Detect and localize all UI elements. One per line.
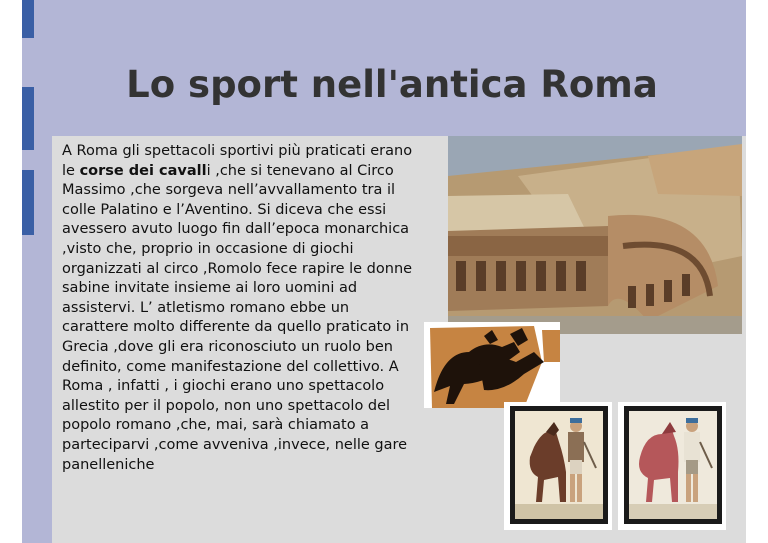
circus-model-image — [448, 136, 742, 334]
left-tab-1 — [22, 0, 34, 38]
mosaic-left-image — [504, 402, 612, 530]
body-text-rest: i ,che si tenevano al Circo Massimo ,che sorgeva nell’avvallamento tra il colle Palatino e l’Aventino. Si diceva che essi avessero avuto luogo fin dall’epoca monarchica ,visto che, proprio in occasione di giochi organizzati al circo ,Romolo fece rapire le donne sabine invitate insieme ai loro uomini ad assistervi. L’ atletismo romano ebbe un carattere molto differente da quello praticato in Grecia ,dove gli era riconosciuto un ruolo ben definito, come manifestazione del collettivo. A Roma , infatti , i giochi erano uno spettacolo allestito per il popolo, non uno spettacolo del popolo romano ,che, mai, sarà chiamato a parteciparvi ,come avveniva ,invece, nelle gare panelleniche — [62, 162, 413, 473]
body-text-start: A Roma gli spettacoli sportivi più praticati erano le — [62, 143, 413, 179]
left-tab-2 — [22, 87, 34, 150]
content-panel — [52, 136, 746, 543]
left-tab-3 — [22, 170, 34, 235]
vase-image — [424, 322, 560, 408]
body-text-bold: corse dei cavall — [79, 162, 207, 179]
body-paragraph — [62, 142, 414, 475]
mosaic-right-image — [618, 402, 726, 530]
slide-title: Lo sport nell'antica Roma — [126, 63, 658, 106]
